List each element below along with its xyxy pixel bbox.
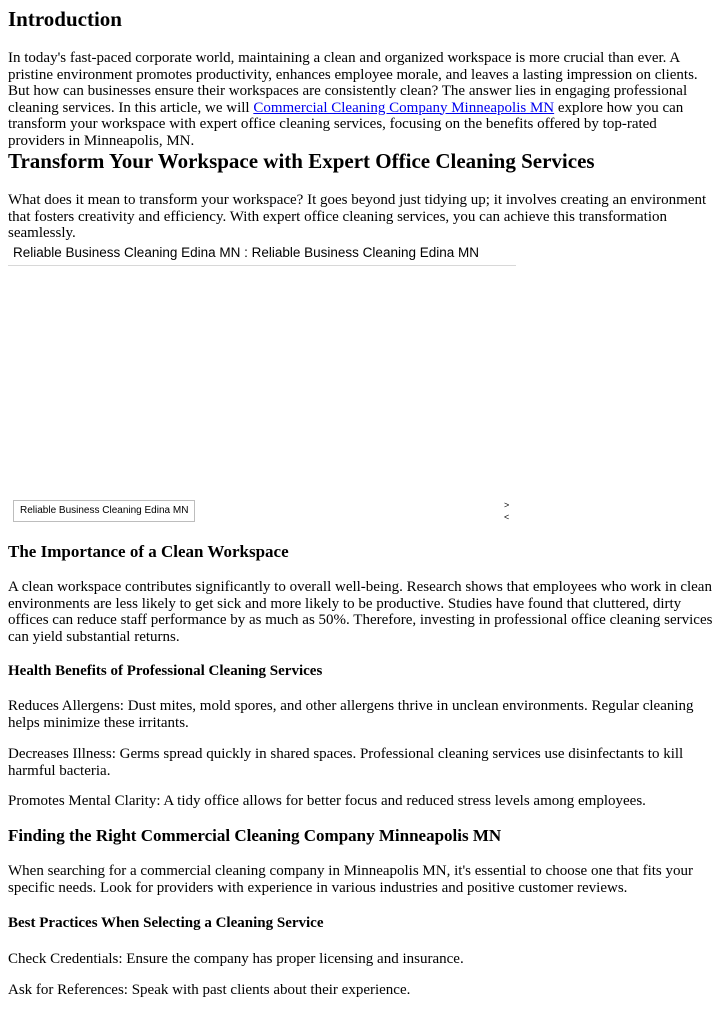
slideshow-caption-button[interactable]: Reliable Business Cleaning Edina MN <box>13 500 195 522</box>
slideshow-divider <box>8 265 516 266</box>
health-item-illness: Decreases Illness: Germs spread quickly in shared spaces. Professional cleaning services use disinfectants to kill harmful bacteria. <box>8 746 684 779</box>
transform-paragraph: What does it mean to transform your workspace? It goes beyond just tidying up; it involves creating an environment that fosters creativity and efficiency. With expert office cleaning services, you can achieve this transformation seamlessly. <box>8 192 707 241</box>
slideshow-next-arrow-icon[interactable]: > <box>504 500 510 510</box>
transform-heading: Transform Your Workspace with Expert Office Cleaning Services <box>8 149 595 173</box>
finding-heading: Finding the Right Commercial Cleaning Company Minneapolis MN <box>8 826 502 845</box>
commercial-cleaning-link[interactable]: Commercial Cleaning Company Minneapolis MN <box>253 99 555 116</box>
slideshow-title[interactable]: Reliable Business Cleaning Edina MN : Reliable Business Cleaning Edina MN <box>13 245 479 260</box>
embedded-slideshow <box>8 241 516 523</box>
health-benefits-heading: Health Benefits of Professional Cleaning Services <box>8 663 323 679</box>
slideshow-prev-arrow-icon[interactable]: < <box>504 512 510 522</box>
best-item-credentials: Check Credentials: Ensure the company has proper licensing and insurance. <box>8 951 464 967</box>
intro-heading: Introduction <box>8 7 122 31</box>
health-item-mental-clarity: Promotes Mental Clarity: A tidy office allows for better focus and reduced stress levels among employees. <box>8 793 646 809</box>
best-practices-heading: Best Practices When Selecting a Cleaning Service <box>8 915 324 931</box>
intro-text-after-link: explore how you can transform your workspace with expert office cleaning services, focusing on the benefits offered by top-rated providers in Minneapolis, MN. <box>8 99 684 149</box>
importance-paragraph: A clean workspace contributes significantly to overall well-being. Research shows that employees who work in clean environments are less likely to get sick and more likely to be productive. Studies have found that cluttered, dirty offices can reduce staff performance by as much as 50%. Therefore, investing in professional office cleaning services can yield substantial returns. <box>8 579 713 645</box>
finding-paragraph: When searching for a commercial cleaning company in Minneapolis MN, it's essential to choose one that fits your specific needs. Look for providers with experience in various industries and positive customer reviews. <box>8 863 694 896</box>
best-item-references: Ask for References: Speak with past clients about their experience. <box>8 982 411 998</box>
importance-heading: The Importance of a Clean Workspace <box>8 542 289 561</box>
intro-paragraph <box>8 50 714 149</box>
health-item-allergens: Reduces Allergens: Dust mites, mold spores, and other allergens thrive in unclean environments. Regular cleaning helps minimize these irritants. <box>8 698 694 731</box>
intro-text-before-link: In today's fast-paced corporate world, maintaining a clean and organized workspace is more crucial than ever. A pristine environment promotes productivity, enhances employee morale, and leaves a lasting impression on clients. But how can businesses ensure their workspaces are consistently clean? The answer lies in engaging professional cleaning services. In this article, we will <box>8 50 698 116</box>
